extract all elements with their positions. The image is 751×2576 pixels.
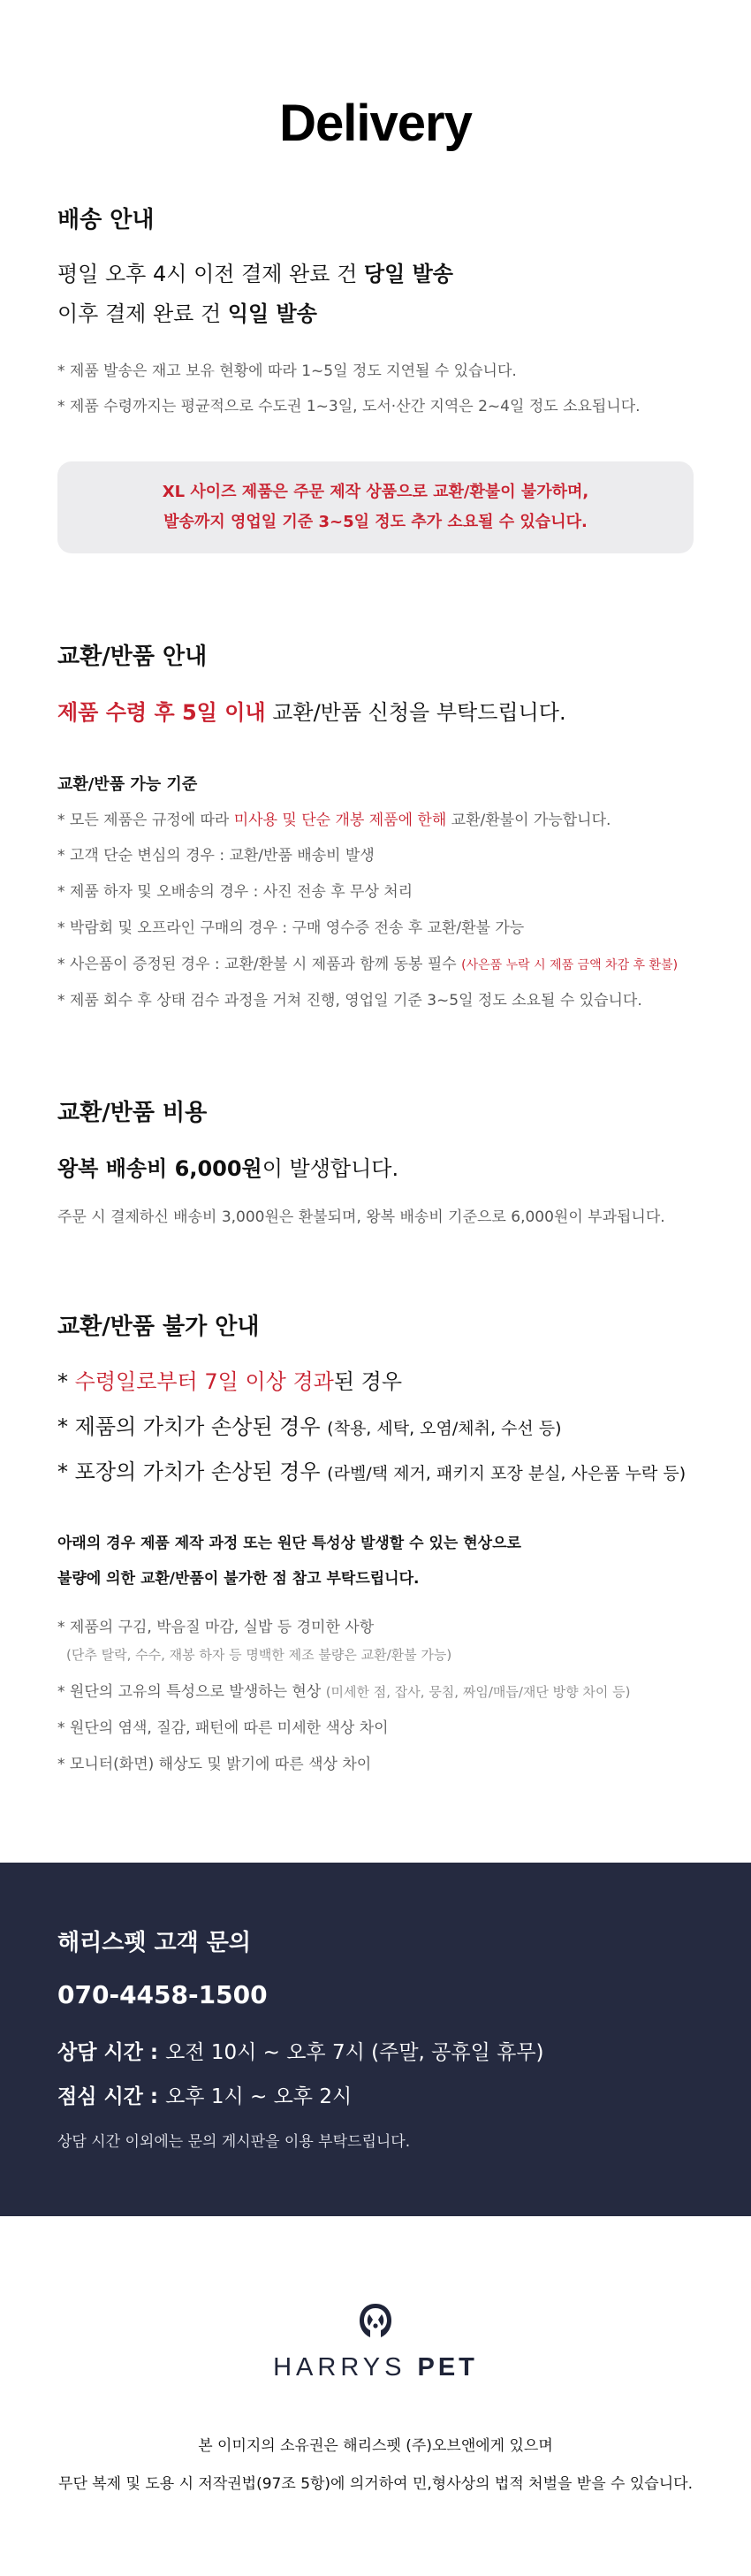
brand-logo [0, 2298, 751, 2382]
unavailable-bold-note-1: 아래의 경우 제품 제작 과정 또는 원단 특성상 발생할 수 있는 현상으로 [57, 1535, 521, 1552]
exchange-criteria-title: 교환/반품 가능 기준 [57, 775, 198, 794]
delivery-same-day-line: 평일 오후 4시 이전 결제 완료 건 당일 발송 [57, 262, 453, 286]
unavailable-heading: 교환/반품 불가 안내 [57, 1314, 260, 1340]
unavailable-note: * 모니터(화면) 해상도 및 밝기에 따른 색상 차이 [57, 1756, 372, 1773]
cost-heading: 교환/반품 비용 [57, 1100, 208, 1126]
exchange-criteria-item: * 모든 제품은 규정에 따라 미사용 및 단순 개봉 제품에 한해 교환/환불이 가능합니다. [57, 812, 611, 829]
contact-lunch: 점심 시간 : 오후 1시 ~ 오후 2시 [57, 2085, 353, 2108]
delivery-note-delay: * 제품 발송은 재고 보유 현황에 따라 1~5일 정도 지연될 수 있습니다. [57, 362, 517, 380]
delivery-heading: 배송 안내 [57, 207, 155, 233]
exchange-heading: 교환/반품 안내 [57, 644, 208, 670]
exchange-criteria-item: * 제품 회수 후 상태 검수 과정을 거쳐 진행, 영업일 기준 3~5일 정도 소요될 수 있습니다. [57, 992, 642, 1010]
copyright-line-2: 무단 복제 및 도용 시 저작권법(97조 5항)에 의거하여 민,형사상의 법적 처벌을 받을 수 있습니다. [58, 2475, 693, 2493]
delivery-note-duration: * 제품 수령까지는 평균적으로 수도권 1~3일, 도서·산간 지역은 2~4일 정도 소요됩니다. [57, 398, 641, 415]
xl-notice-line-1: XL 사이즈 제품은 주문 제작 상품으로 교환/환불이 불가하며, [162, 483, 589, 501]
brand-logo-text: HARRYS PET [273, 2353, 478, 2382]
exchange-criteria-item: * 제품 하자 및 오배송의 경우 : 사진 전송 후 무상 처리 [57, 883, 413, 901]
xl-size-notice-box [57, 461, 694, 553]
dog-head-icon [353, 2298, 398, 2344]
xl-notice-line-2: 발송까지 영업일 기준 3~5일 정도 추가 소요될 수 있습니다. [163, 513, 588, 531]
exchange-criteria-item: * 고객 단순 변심의 경우 : 교환/반품 배송비 발생 [57, 847, 375, 865]
unavailable-note: * 원단의 염색, 질감, 패턴에 따른 미세한 색상 차이 [57, 1719, 389, 1737]
contact-note: 상담 시간 이외에는 문의 게시판을 이용 부탁드립니다. [57, 2133, 411, 2151]
cost-note: 주문 시 결제하신 배송비 3,000원은 환불되며, 왕복 배송비 기준으로 6,000원이 부과됩니다. [57, 1208, 665, 1226]
unavailable-item: * 수령일로부터 7일 이상 경과된 경우 [57, 1369, 403, 1394]
copyright-line-1: 본 이미지의 소유권은 해리스펫 (주)오브앤에게 있으며 [198, 2437, 553, 2455]
unavailable-note: * 원단의 고유의 특성으로 발생하는 현상 (미세한 점, 잡사, 뭉침, 짜임/매듭/재단 방향 차이 등) [57, 1683, 631, 1701]
exchange-lead: 제품 수령 후 5일 이내 교환/반품 신청을 부탁드립니다. [57, 700, 566, 725]
unavailable-item: * 포장의 가치가 손상된 경우 (라벨/택 제거, 패키지 포장 분실, 사은품 누락 등) [57, 1459, 687, 1484]
unavailable-note: * 제품의 구김, 박음질 마감, 실밥 등 경미한 사항 [57, 1619, 375, 1636]
exchange-criteria-item: * 박람회 및 오프라인 구매의 경우 : 구매 영수증 전송 후 교환/환불 가능 [57, 919, 525, 937]
contact-hours: 상담 시간 : 오전 10시 ~ 오후 7시 (주말, 공휴일 휴무) [57, 2041, 544, 2064]
contact-phone: 070-4458-1500 [57, 1980, 268, 2009]
unavailable-note-sub: (단추 탈락, 수수, 재봉 하자 등 명백한 제조 불량은 교환/환불 가능) [66, 1647, 452, 1663]
unavailable-item: * 제품의 가치가 손상된 경우 (착용, 세탁, 오염/체취, 수선 등) [57, 1414, 562, 1439]
unavailable-bold-note-2: 불량에 의한 교환/반품이 불가한 점 참고 부탁드립니다. [57, 1570, 420, 1588]
cost-lead: 왕복 배송비 6,000원이 발생합니다. [57, 1156, 399, 1181]
exchange-criteria-item: * 사은품이 증정된 경우 : 교환/환불 시 제품과 함께 동봉 필수 (사은품 누락 시 제품 금액 차감 후 환불) [57, 956, 679, 973]
page-title: Delivery [279, 95, 472, 152]
delivery-next-day-line: 이후 결제 완료 건 익일 발송 [57, 301, 317, 326]
contact-heading: 해리스펫 고객 문의 [57, 1930, 252, 1956]
